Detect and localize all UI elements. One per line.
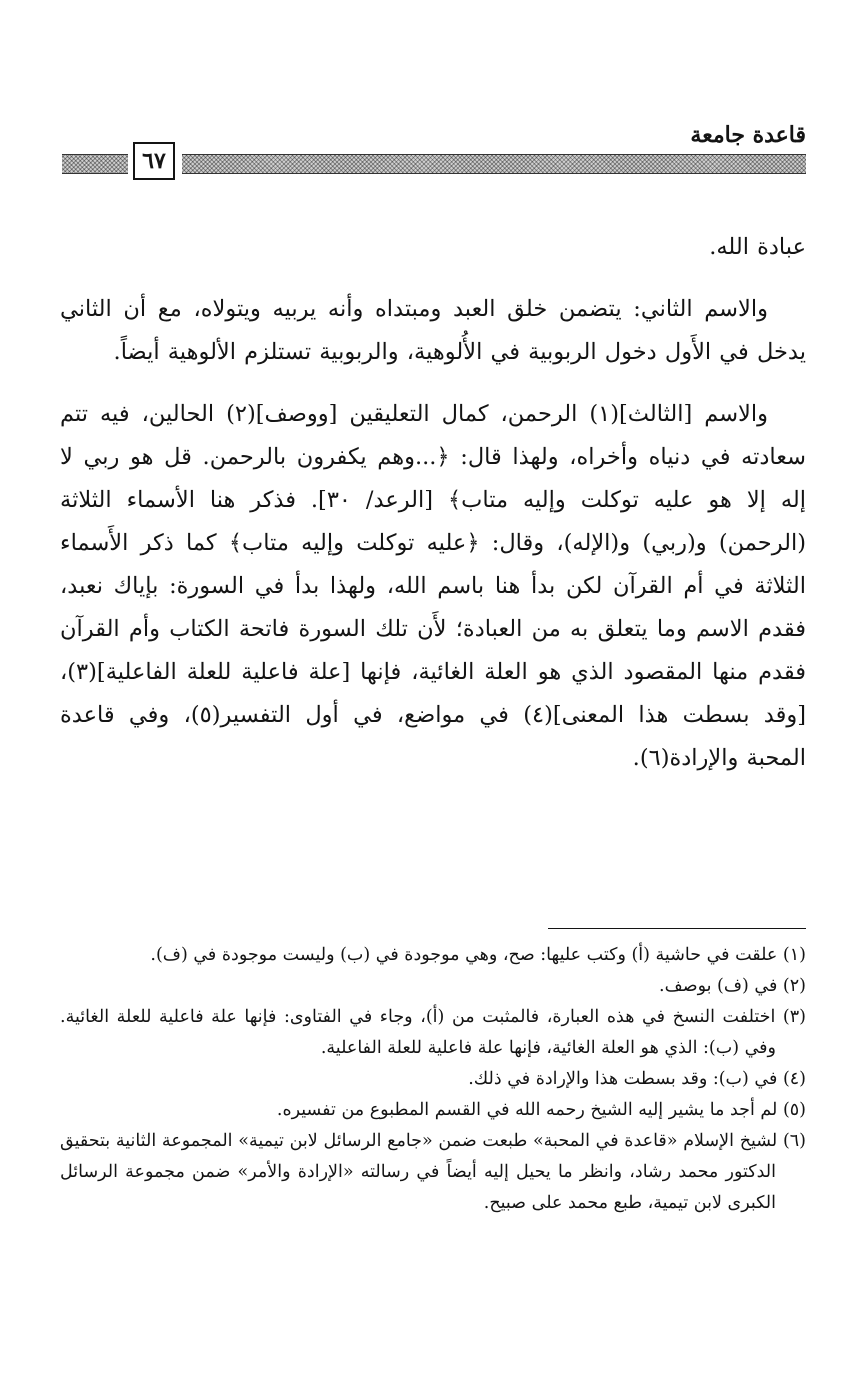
main-text [60, 226, 806, 780]
paragraph: عبادة الله. [709, 234, 806, 260]
paragraph: والاسم [الثالث](١) الرحمن، كمال التعليقين [ووصف](٢) الحالين، فيه تتم سعادته في دنياه وأخراه، ولهذا قال: ﴿...وهم يكفرون بالرحمن. قل هو ربي لا إله إلا هو عليه توكلت وإليه متاب﴾ [الرعد/ ٣٠]. فذكر هنا الأسماء الثلاثة (الرحمن) و(ربي) و(الإله)، وقال: ﴿عليه توكلت وإليه متاب﴾ كما ذكر الأَسماء الثلاثة في أم القرآن لكن بدأ هنا باسم الله، ولهذا بدأ في السورة: بإياك نعبد، فقدم الاسم وما يتعلق به من العبادة؛ لأَن تلك السورة فاتحة الكتاب وأم القرآن فقدم منها المقصود الذي هو العلة الغائية، فإنها [علة فاعلية للعلة الفاعلية](٣)، [وقد بسطت هذا المعنى](٤) في مواضع، في أول التفسير(٥)، وفي قاعدة المحبة والإرادة(٦). [60, 401, 807, 771]
paragraph-gap [60, 374, 806, 393]
paragraph: والاسم الثاني: يتضمن خلق العبد ومبتداه وأنه يربيه ويتولاه، مع أن الثاني يدخل في الأَول دخول الربوبية في الأُلوهية، والربوبية تستلزم الألوهية أيضاً. [60, 296, 806, 365]
page-number: ٦٧ [133, 142, 175, 180]
paragraph-gap [60, 269, 806, 288]
footnote: (٢) في (ف) بوصف. [659, 976, 806, 996]
footnote: (٦) لشيخ الإسلام «قاعدة في المحبة» طبعت ضمن «جامع الرسائل لابن تيمية» المجموعة الثانية بتحقيق الدكتور محمد رشاد، وانظر ما يحيل إليه أيضاً في رسالته «الإرادة والأمر» ضمن مجموعة الرسائل الكبرى لابن تيمية، طبع محمد على صبيح. [60, 1131, 806, 1213]
header-ornament-band-end [62, 154, 128, 174]
header-ornament-band [182, 154, 806, 174]
footnote: (٣) اختلفت النسخ في هذه العبارة، فالمثبت من (أ)، وجاء في الفتاوى: فإنها علة فاعلية للعلة الغائية. وفي (ب): الذي هو العلة الغائية، فإنها علة فاعلية للعلة الفاعلية. [60, 1007, 806, 1058]
footnote: (١) علقت في حاشية (أ) وكتب عليها: صح، وهي موجودة في (ب) وليست موجودة في (ف). [150, 945, 806, 965]
running-title: قاعدة جامعة [690, 122, 806, 148]
footnotes [60, 940, 806, 1219]
footnote: (٤) في (ب): وقد بسطت هذا والإرادة في ذلك. [468, 1069, 806, 1089]
footnote: (٥) لم أجد ما يشير إليه الشيخ رحمه الله في القسم المطبوع من تفسيره. [276, 1100, 806, 1120]
footnote-divider [548, 928, 806, 929]
